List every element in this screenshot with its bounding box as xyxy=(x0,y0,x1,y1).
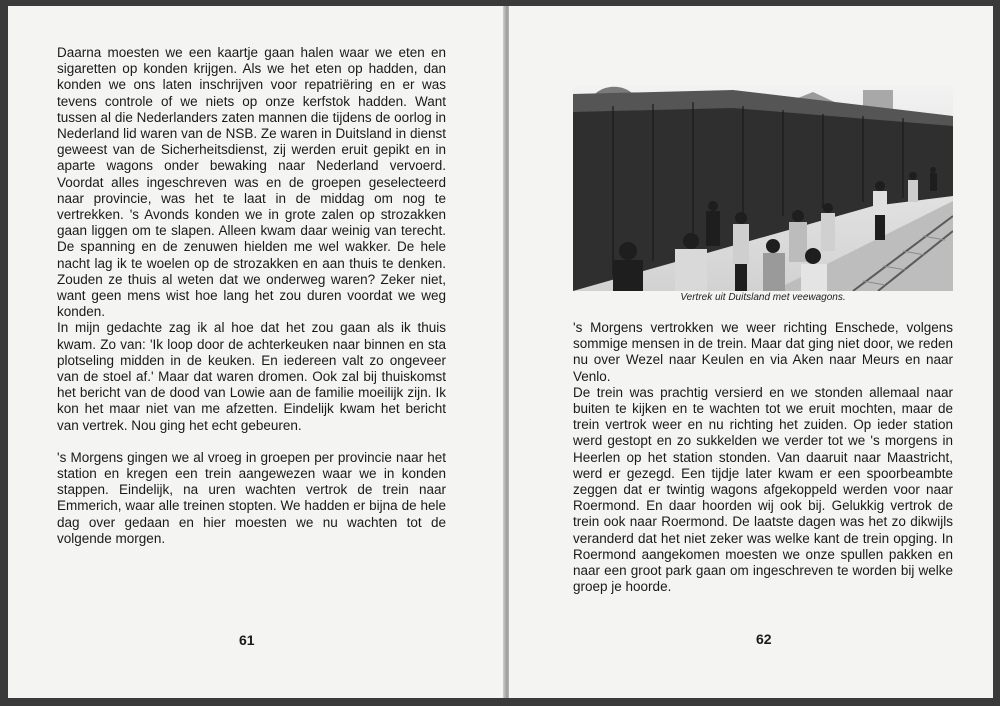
paragraph: De trein was prachtig versierd en we stonden allemaal naar buiten te kijken en te wachten tot we eruit mochten, maar de trein vertrok weer en nu richting het zuiden. Op ieder station werd gestopt en zo sukkelden we verder tot we 's morgens in Heerlen op het station stonden. Van daaruit naar Maastricht, werd er gezegd. Een tijdje later kwam er een spoorbeambte zeggen dat er twintig wagons afgekoppeld werden voor naar Roermond. En daar hoorden wij ook bij. Gelukkig vertrok de trein ook naar Roermond. De laatste dagen was het zo dikwijls veranderd dat het niet zeker was welke kant de trein opging. In Roermond aangekomen moesten we onze spullen pakken en naar een groot park gaan om ingeschreven te worden bij welke groep je hoorde. xyxy=(573,384,953,595)
page-number: 62 xyxy=(756,631,772,647)
paragraph: In mijn gedachte zag ik al hoe dat het zou gaan als ik thuis kwam. Zo van: 'Ik loop door de achterkeuken naar binnen en sta plotseling midden in de keuken. En iedereen valt zo ongeveer van de stoel af.' Maar dat waren dromen. Ook zal bij thuiskomst het bericht van de dood van Lowie aan de familie moeilijk zijn. Ik kon het maar niet van me afzetten. Eindelijk kwam het bericht van vertrek. Nou ging het echt gebeuren. xyxy=(57,320,446,433)
page-number: 61 xyxy=(239,632,255,648)
right-page-text xyxy=(573,320,953,595)
right-page xyxy=(509,6,993,698)
paragraph: 's Morgens vertrokken we weer richting Enschede, volgens sommige mensen in de trein. Maar dat ging niet door, we reden nu over Wezel naar Keulen en via Aken naar Meurs en naar Venlo. xyxy=(573,320,953,384)
paragraph: Daarna moesten we een kaartje gaan halen waar we eten en sigaretten op konden krijgen. Als we het eten op hadden, dan konden we ons laten inschrijven voor repatriëring en er was tevens controle of we niets op onze kerfstok hadden. Want tussen al die Nederlanders zaten mannen die tijdens de oorlog in Nederland lid waren van de NSB. Ze waren in Duitsland in dienst geweest van de Sicherheitsdienst, zij werden eruit gepikt en in aparte wagons onder bewaking naar Nederland vervoerd. Voordat alles ingeschreven was en de groepen geselecteerd naar provincie, was het te laat in de middag om nog te vertrekken. 's Avonds konden we in grote zalen op strozakken gaan liggen om te slapen. Alleen kwam daar weinig van terecht. De spanning en de zenuwen hielden me wel wakker. De hele nacht lag ik te woelen op de strozakken en aan thuis te denken. Zouden ze thuis al weten dat we onderweg waren? Zeker niet, want geen mens wist hoe lang het zou duren voordat we weg konden. xyxy=(57,45,446,320)
left-page-text xyxy=(57,45,446,547)
left-page xyxy=(8,6,505,698)
photo-caption: Vertrek uit Duitsland met veewagons. xyxy=(680,292,846,303)
train-photo xyxy=(573,86,953,291)
paragraph: 's Morgens gingen we al vroeg in groepen per provincie naar het station en kregen een trein aangewezen waar we in konden stappen. Eindelijk, na uren wachten vertrok de trein naar Emmerich, waar alle treinen stopten. We hadden er bijna de hele dag over gedaan en hier moesten we nu wachten tot de volgende morgen. xyxy=(57,449,446,546)
